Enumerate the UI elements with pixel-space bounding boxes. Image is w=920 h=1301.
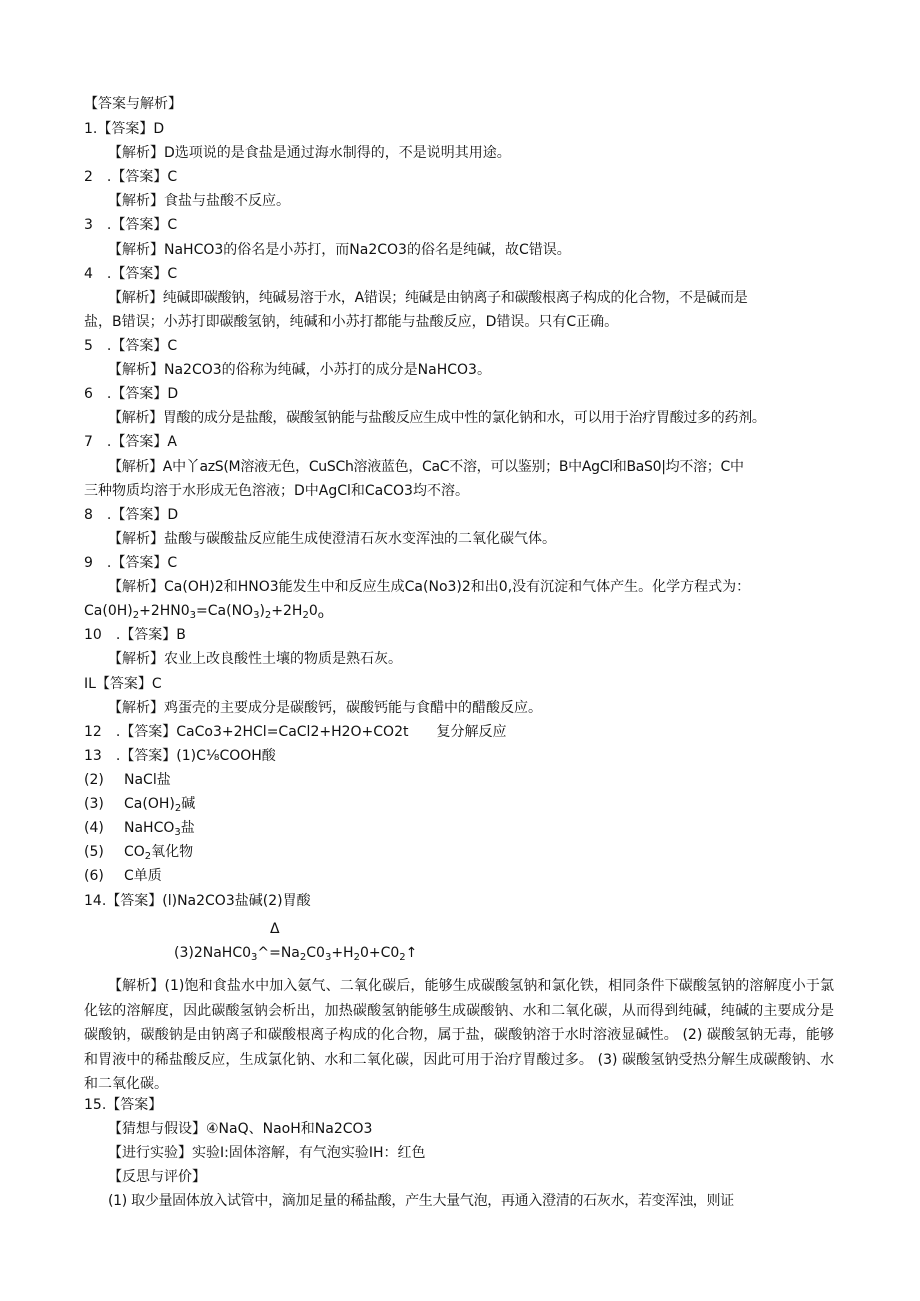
explanation-3: 【解析】NaHCO3的俗名是小苏打，而Na2CO3的俗名是纯碱，故C错误。 [108,242,571,258]
section-heading: 【答案与解析】 [84,96,182,112]
explanation-10: 【解析】农业上改良酸性土壤的物质是熟石灰。 [108,651,402,667]
equation-9: $Ca(0H)_2+2HN0_3=Ca(NO_3)_2+2H_20_o$ [84,603,324,621]
answer-4: 4 .【答案】C [84,266,178,282]
answer-5: 5 .【答案】C [84,338,178,354]
reflection-15-heading: 【反思与评价】 [108,1169,206,1185]
answer-6: 6 .【答案】D [84,386,179,402]
answer-13-item-text: NaHCO$_3$盐 [124,820,195,838]
answer-13-item-text: $CO_2$氧化物 [124,844,194,862]
explanation-6: 【解析】胃酸的成分是盐酸，碳酸氢钠能与盐酸反应生成中性的氯化钠和水，可以用于治疗胃酸过多的药剂。 [108,410,766,426]
answer-10: 10 .【答案】B [84,627,186,643]
answer-13-item: (3) [84,796,104,812]
answer-7: 7 .【答案】A [84,434,177,450]
answer-13-item-text: $Ca(OH)_2$碱 [124,796,196,814]
answer-13-item: (5) [84,844,104,860]
answer-9: 9 .【答案】C [84,555,178,571]
explanation-8: 【解析】盐酸与碳酸盐反应能生成使澄清石灰水变浑浊的二氧化碳气体。 [108,531,556,547]
heat-symbol: Δ [270,921,280,937]
answer-13-item-text: NaCl盐 [124,772,171,788]
experiment-15: 【进行实验】实验I:固体溶解，有气泡实验IH：红色 [108,1145,426,1161]
answer-13-item-text: C单质 [124,868,162,884]
hypothesis-15: 【猜想与假设】④NaQ、NaoH和Na2CO3 [108,1121,373,1137]
explanation-1: 【解析】D选项说的是食盐是通过海水制得的，不是说明其用途。 [108,145,511,161]
answer-1: 1.【答案】D [84,121,165,137]
answer-13-item: (6) [84,868,104,884]
explanation-4-line1: 【解析】纯碱即碳酸钠，纯碱易溶于水，A错误；纯碱是由钠离子和碳酸根离子构成的化合物，不是碱而是 [108,290,748,306]
answer-15: 15.【答案】 [84,1097,163,1113]
explanation-7-line2: 三种物质均溶于水形成无色溶液；D中AgCl和CaCO3均不溶。 [84,483,469,499]
explanation-4-line2: 盐，B错误；小苏打即碳酸氢钠，纯碱和小苏打都能与盐酸反应，D错误。只有C正确。 [84,314,619,330]
answer-13: 13 .【答案】(1)C⅛COOH酸 [84,748,276,764]
explanation-5: 【解析】Na2CO3的俗称为纯碱，小苏打的成分是NaHCO3。 [108,362,491,378]
answer-12: 12 .【答案】CaCo3+2HCl=CaCl2+H2O+CO2t 复分解反应 [84,724,507,740]
explanation-2: 【解析】食盐与盐酸不反应。 [108,193,290,209]
explanation-11: 【解析】鸡蛋壳的主要成分是碳酸钙，碳酸钙能与食醋中的醋酸反应。 [108,700,542,716]
answer-8: 8 .【答案】D [84,507,179,523]
answer-14: 14.【答案】(l)Na2CO3盐碱(2)胃酸 [84,893,311,909]
answer-13-item: (2) [84,772,104,788]
explanation-7-line1: 【解析】A中丫azS(M溶液无色，CuSCh溶液蓝色，CaC不溶，可以鉴别；B中AgCl和BaS0|均不溶；C中 [108,459,744,475]
answer-11: IL【答案】C [84,676,162,692]
explanation-14: 【解析】(1)饱和食盐水中加入氨气、二氧化碳后，能够生成碳酸氢钠和氯化铁，相同条件下碳酸氢钠的溶解度小于氯化铉的溶解度，因此碳酸氢钠会析出，加热碳酸氢钠能够生成碳酸钠、水和二氧化碳，从而得到纯碱，纯碱的主要成分是碳酸钠，碳酸钠是由钠离子和碳酸根离子构成的化合物，属于盐，碳酸钠溶于水时溶液显碱性。 (2) 碳酸氢钠无毒，能够和胃液中的稀盐酸反应，生成氯化钠、水和二氧化碳，因此可用于治疗胃酸过多。 (3) 碳酸氢钠受热分解生成碳酸钠、水和二氧化碳。 [84,978,834,1092]
reflection-15-item1: (1) 取少量固体放入试管中，滴加足量的稀盐酸，产生大量气泡，再通入澄清的石灰水，若变浑浊，则证 [108,1193,734,1209]
answer-2: 2 .【答案】C [84,169,178,185]
answer-3: 3 .【答案】C [84,217,178,233]
explanation-9-line1: 【解析】Ca(OH)2和HNO3能发生中和反应生成Ca(No3)2和出0,没有沉淀和气体产生。化学方程式为： [108,579,751,595]
equation-14: $(3)2NaHC0_3\^{}=Na_2C0_3+H_20+C0_2↑$ [174,945,418,963]
answer-13-item: (4) [84,820,104,836]
